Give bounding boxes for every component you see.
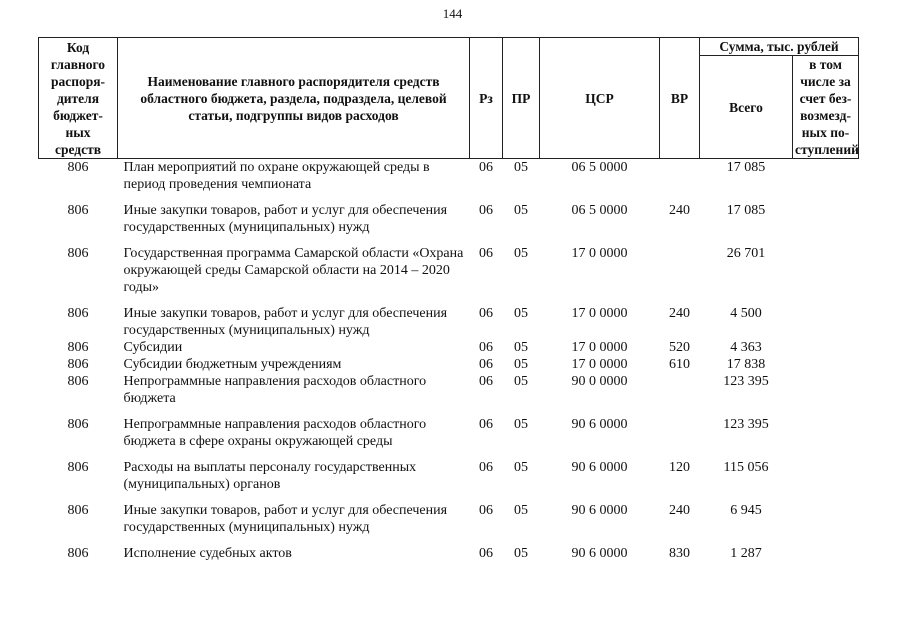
- cell-csr: 90 6 0000: [571, 503, 628, 518]
- cell-pr: 05: [514, 246, 528, 261]
- cell-rz: 06: [479, 203, 493, 218]
- table-row: [39, 536, 859, 562]
- cell-rz: 06: [479, 246, 493, 261]
- table-row: [39, 373, 859, 407]
- cell-code: 806: [67, 246, 89, 261]
- header-vr: ВР: [660, 38, 700, 159]
- cell-vr: [660, 159, 700, 194]
- cell-total: 17 838: [726, 357, 766, 372]
- table-row: [39, 339, 859, 356]
- cell-gratuitous: [793, 450, 859, 493]
- page-number: 144: [442, 6, 463, 21]
- cell-vr: [660, 236, 700, 296]
- cell-pr: 05: [514, 160, 528, 175]
- cell-total: 4 500: [730, 306, 762, 321]
- cell-gratuitous: [793, 339, 859, 356]
- cell-code: 806: [67, 306, 89, 321]
- cell-rz: 06: [479, 340, 493, 355]
- cell-name: Субсидии бюджетным учреждениям: [123, 357, 342, 372]
- table-row: [39, 450, 859, 493]
- header-total: Всего: [700, 56, 793, 159]
- header-code: Код главного распоря-дителя бюджет-ных средств: [39, 38, 118, 159]
- cell-code: 806: [67, 503, 89, 518]
- cell-gratuitous: [793, 236, 859, 296]
- cell-total: 115 056: [723, 460, 769, 475]
- budget-table: [38, 37, 859, 562]
- cell-vr: 240: [669, 306, 690, 321]
- table-body: [39, 159, 859, 563]
- cell-gratuitous: [793, 536, 859, 562]
- cell-gratuitous: [793, 356, 859, 373]
- table-row: [39, 407, 859, 450]
- cell-gratuitous: [793, 373, 859, 407]
- cell-csr: 90 6 0000: [571, 460, 628, 475]
- cell-name: Иные закупки товаров, работ и услуг для обеспечения государственных (муниципальных) нужд: [123, 503, 448, 535]
- cell-name: Субсидии: [123, 340, 183, 355]
- cell-total: 6 945: [730, 503, 762, 518]
- cell-csr: 06 5 0000: [571, 160, 628, 175]
- cell-csr: 90 6 0000: [571, 417, 628, 432]
- cell-vr: 240: [669, 203, 690, 218]
- cell-name: План мероприятий по охране окружающей среды в период проведения чемпионата: [123, 160, 430, 192]
- cell-csr: 17 0 0000: [571, 246, 628, 261]
- cell-pr: 05: [514, 546, 528, 561]
- cell-csr: 90 6 0000: [571, 546, 628, 561]
- cell-code: 806: [67, 340, 89, 355]
- cell-vr: [660, 407, 700, 450]
- cell-rz: 06: [479, 306, 493, 321]
- cell-name: Расходы на выплаты персоналу государственных (муниципальных) органов: [123, 460, 417, 492]
- table-row: [39, 236, 859, 296]
- cell-name: Непрограммные направления расходов областного бюджета: [123, 374, 427, 406]
- cell-pr: 05: [514, 374, 528, 389]
- cell-name: Иные закупки товаров, работ и услуг для обеспечения государственных (муниципальных) нужд: [123, 306, 448, 338]
- header-sum-group: Сумма, тыс. рублей: [700, 38, 859, 56]
- cell-csr: 90 0 0000: [571, 374, 628, 389]
- cell-vr: [660, 373, 700, 407]
- table-row: [39, 193, 859, 236]
- cell-csr: 17 0 0000: [571, 357, 628, 372]
- cell-rz: 06: [479, 357, 493, 372]
- cell-code: 806: [67, 417, 89, 432]
- cell-pr: 05: [514, 503, 528, 518]
- table-row: [39, 356, 859, 373]
- cell-name: Непрограммные направления расходов областного бюджета в сфере охраны окружающей среды: [123, 417, 427, 449]
- cell-pr: 05: [514, 357, 528, 372]
- table-row: [39, 493, 859, 536]
- cell-rz: 06: [479, 417, 493, 432]
- cell-pr: 05: [514, 203, 528, 218]
- header-pr: ПР: [503, 38, 540, 159]
- cell-total: 26 701: [726, 246, 766, 261]
- cell-name: Государственная программа Самарской области «Охрана окружающей среды Самарской области на 2014 – 2020 годы»: [123, 246, 464, 295]
- cell-pr: 05: [514, 460, 528, 475]
- cell-csr: 06 5 0000: [571, 203, 628, 218]
- cell-code: 806: [67, 460, 89, 475]
- header-gratuitous: в том числе за счет без-возмезд-ных по-ступлений: [793, 56, 859, 159]
- cell-vr: 610: [669, 357, 690, 372]
- cell-rz: 06: [479, 160, 493, 175]
- cell-code: 806: [67, 160, 89, 175]
- cell-gratuitous: [793, 159, 859, 194]
- table-row: [39, 296, 859, 339]
- header-csr: ЦСР: [540, 38, 660, 159]
- cell-csr: 17 0 0000: [571, 340, 628, 355]
- cell-vr: 520: [669, 340, 690, 355]
- table-row: [39, 159, 859, 194]
- cell-rz: 06: [479, 460, 493, 475]
- cell-pr: 05: [514, 340, 528, 355]
- cell-vr: 830: [669, 546, 690, 561]
- cell-rz: 06: [479, 503, 493, 518]
- cell-total: 1 287: [730, 546, 762, 561]
- header-rz: Рз: [470, 38, 503, 159]
- cell-total: 123 395: [723, 374, 769, 389]
- cell-gratuitous: [793, 296, 859, 339]
- cell-total: 4 363: [730, 340, 762, 355]
- cell-vr: 240: [669, 503, 690, 518]
- cell-code: 806: [67, 357, 89, 372]
- cell-csr: 17 0 0000: [571, 306, 628, 321]
- cell-total: 123 395: [723, 417, 769, 432]
- cell-pr: 05: [514, 417, 528, 432]
- cell-gratuitous: [793, 407, 859, 450]
- cell-rz: 06: [479, 374, 493, 389]
- cell-code: 806: [67, 374, 89, 389]
- cell-pr: 05: [514, 306, 528, 321]
- cell-gratuitous: [793, 193, 859, 236]
- header-name: Наименование главного распорядителя средств областного бюджета, раздела, подраздела, целевой статьи, подгруппы видов расходов: [118, 38, 470, 159]
- cell-vr: 120: [669, 460, 690, 475]
- cell-code: 806: [67, 546, 89, 561]
- cell-code: 806: [67, 203, 89, 218]
- cell-total: 17 085: [726, 203, 766, 218]
- cell-name: Иные закупки товаров, работ и услуг для обеспечения государственных (муниципальных) нужд: [123, 203, 448, 235]
- cell-gratuitous: [793, 493, 859, 536]
- cell-name: Исполнение судебных актов: [123, 546, 292, 561]
- cell-total: 17 085: [726, 160, 766, 175]
- cell-rz: 06: [479, 546, 493, 561]
